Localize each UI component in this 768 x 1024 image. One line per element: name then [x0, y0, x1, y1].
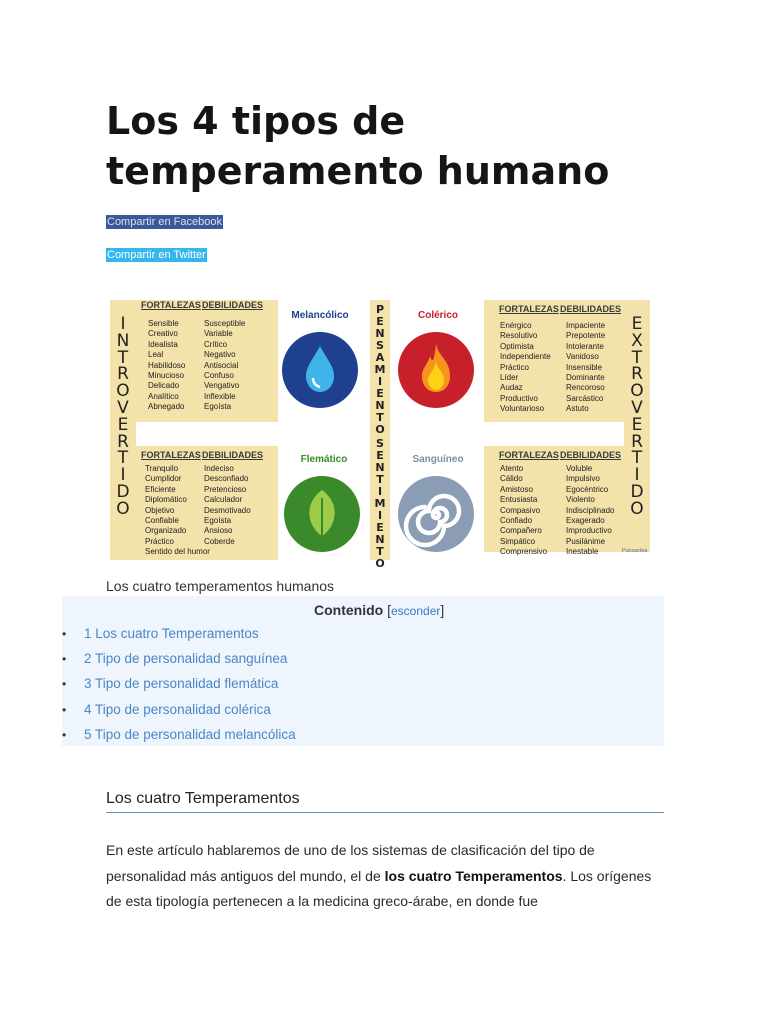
- toc-title: Contenido: [314, 602, 384, 618]
- trait-item: Indeciso: [204, 464, 234, 473]
- introvertido-label: [114, 316, 132, 518]
- pensamiento-label: [370, 304, 390, 436]
- introvertido-letter: N: [116, 330, 130, 351]
- pensamiento-letter: O: [375, 423, 385, 436]
- trait-item: Simpático: [500, 536, 536, 546]
- introvertido-letter: R: [117, 431, 129, 452]
- melancolico-fortalezas-heading: FORTALEZAS: [141, 300, 201, 310]
- spiral-icon: [398, 476, 474, 552]
- trait-item: Violento: [566, 495, 595, 505]
- trait-item: Abnegado: [148, 402, 185, 412]
- trait-item: Analítico: [148, 391, 179, 401]
- flematico-fortalezas-list: [145, 464, 210, 558]
- trait-item: Confiado: [500, 516, 533, 526]
- trait-item: Voluble: [566, 464, 593, 473]
- sentimiento-letter: I: [377, 485, 383, 498]
- trait-item: Sarcástico: [566, 393, 604, 403]
- section-heading: Los cuatro Temperamentos: [106, 790, 664, 813]
- trait-item: Amistoso: [500, 484, 533, 494]
- introvertido-letter: D: [116, 481, 130, 502]
- colerico-fortalezas-heading: FORTALEZAS: [499, 304, 559, 314]
- water-drop-icon: [282, 332, 358, 408]
- trait-item: Compasivo: [500, 505, 541, 515]
- colerico-debilidades-heading: DEBILIDADES: [560, 304, 622, 314]
- extrovertido-letter: T: [631, 448, 643, 469]
- trait-item: Coberde: [204, 536, 235, 546]
- trait-item: Productivo: [500, 393, 538, 403]
- trait-item: Audaz: [500, 383, 523, 393]
- trait-item: Astuto: [566, 404, 589, 414]
- trait-item: Desmotivado: [204, 505, 251, 515]
- toc-item[interactable]: • 4 Tipo de personalidad colérica: [62, 702, 296, 727]
- extrovertido-letter: X: [631, 330, 643, 351]
- introvertido-letter: I: [120, 314, 126, 334]
- sentimiento-letter: T: [376, 473, 384, 486]
- trait-item: Confuso: [204, 371, 234, 381]
- trait-item: Creativo: [148, 329, 178, 339]
- trait-item: Inestable: [566, 547, 599, 557]
- sanguineo-debilidades-list: [566, 464, 614, 558]
- toc-list: [62, 626, 296, 752]
- sentimiento-letter: E: [376, 449, 384, 462]
- sentimiento-label: [370, 438, 390, 570]
- flematico-debilidades-list: [204, 464, 251, 547]
- trait-item: Leal: [148, 350, 164, 360]
- sentimiento-letter: M: [374, 497, 386, 510]
- trait-item: Prepotente: [566, 331, 606, 341]
- share-twitter-link[interactable]: Compartir en Twitter: [107, 249, 206, 261]
- melancolico-debilidades-list: [204, 319, 245, 413]
- trait-item: Rencoroso: [566, 383, 605, 393]
- sentimiento-letter: S: [376, 437, 384, 450]
- trait-item: Tranquilo: [145, 464, 179, 473]
- extrovertido-letter: O: [630, 381, 644, 402]
- sentimiento-letter: E: [376, 521, 384, 534]
- pensamiento-letter: N: [375, 399, 385, 412]
- introvertido-letter: I: [120, 465, 126, 486]
- colerico-debilidades-list: [566, 321, 605, 415]
- pensamiento-letter: E: [376, 315, 384, 328]
- trait-item: Desconfiado: [204, 474, 249, 484]
- trait-item: Práctico: [500, 362, 529, 372]
- trait-item: Pretencioso: [204, 484, 247, 494]
- trait-item: Indisciplinado: [566, 505, 615, 515]
- trait-item: Compañero: [500, 526, 542, 536]
- pensamiento-sentimiento-strip: [370, 300, 390, 570]
- pensamiento-letter: T: [376, 411, 384, 424]
- trait-item: Práctico: [145, 536, 174, 546]
- trait-item: Antisocial: [204, 360, 239, 370]
- trait-item: Dominante: [566, 373, 605, 383]
- trait-item: Habilidoso: [148, 360, 186, 370]
- sentimiento-letter: N: [375, 461, 385, 474]
- trait-item: Egoísta: [204, 516, 232, 526]
- trait-item: Inflexible: [204, 391, 236, 401]
- trait-item: Exagerado: [566, 516, 605, 526]
- trait-item: Negativo: [204, 350, 236, 360]
- trait-item: Independiente: [500, 352, 551, 362]
- trait-item: Calculador: [204, 495, 243, 505]
- extrovertido-letter: V: [631, 397, 643, 418]
- colerico-label: Colérico: [417, 310, 458, 321]
- pensamiento-letter: E: [376, 387, 384, 400]
- sentimiento-letter: I: [377, 509, 383, 522]
- image-caption: Los cuatro temperamentos humanos: [106, 578, 335, 594]
- trait-item: Diplomático: [145, 495, 187, 505]
- trait-item: Optimista: [500, 341, 534, 351]
- table-of-contents: [62, 596, 664, 746]
- trait-item: Pusilánime: [566, 536, 606, 546]
- introvertido-letter: R: [117, 364, 129, 385]
- trait-item: Improductivo: [566, 526, 612, 536]
- trait-item: Líder: [500, 373, 519, 383]
- introvertido-letter: T: [117, 347, 129, 368]
- trait-item: Sensible: [148, 319, 179, 328]
- extrovertido-letter: T: [631, 347, 643, 368]
- toc-item[interactable]: • 2 Tipo de personalidad sanguínea: [62, 651, 296, 676]
- pensamiento-letter: A: [375, 351, 385, 364]
- introvertido-letter: E: [117, 414, 129, 435]
- toc-item[interactable]: • 5 Tipo de personalidad melancólica: [62, 727, 296, 752]
- extrovertido-letter: D: [630, 481, 644, 502]
- pensamiento-letter: N: [375, 327, 385, 340]
- leaf-icon: [284, 476, 360, 552]
- trait-item: Variable: [204, 329, 233, 339]
- trait-item: Ansioso: [204, 526, 233, 536]
- trait-item: Enérgico: [500, 321, 532, 330]
- trait-item: Confiable: [145, 516, 179, 526]
- share-facebook-link[interactable]: Compartir en Facebook: [107, 216, 222, 228]
- extrovertido-letter: E: [631, 414, 643, 435]
- trait-item: Idealista: [148, 339, 178, 349]
- trait-item: Comprensivo: [500, 547, 548, 557]
- trait-item: Eficiente: [145, 484, 176, 494]
- toc-heading: [314, 602, 444, 618]
- sentimiento-letter: T: [376, 545, 384, 558]
- colerico-fortalezas-list: [500, 321, 551, 415]
- trait-item: Impaciente: [566, 321, 606, 330]
- melancolico-label: Melancólico: [291, 310, 349, 321]
- trait-item: Delicado: [148, 381, 180, 391]
- trait-item: Atento: [500, 464, 524, 473]
- trait-item: Egoísta: [204, 402, 232, 412]
- introvertido-letter: V: [117, 397, 129, 418]
- paragraph-text-start: En este artículo hablaremos de uno de los sistemas de clasificación del tipo de personalidad más antiguos del mundo, el de: [106, 842, 595, 884]
- trait-item: Susceptible: [204, 319, 246, 328]
- sanguineo-debilidades-heading: DEBILIDADES: [560, 450, 622, 460]
- trait-item: Entusiasta: [500, 495, 538, 505]
- pensamiento-letter: I: [377, 375, 383, 388]
- trait-item: Voluntarioso: [500, 404, 545, 414]
- extrovertido-letter: I: [634, 465, 640, 486]
- trait-item: Objetivo: [145, 505, 175, 515]
- introvertido-letter: O: [116, 381, 130, 402]
- trait-item: Vanidoso: [566, 352, 599, 362]
- melancolico-debilidades-heading: DEBILIDADES: [202, 300, 264, 310]
- introvertido-letter: O: [116, 498, 130, 519]
- toc-item[interactable]: • 3 Tipo de personalidad flemática: [62, 676, 296, 701]
- paragraph-text-end: . Los orígenes de esta tipología pertenecen a la medicina greco-árabe, en donde fue: [106, 867, 652, 909]
- trait-item: Vengativo: [204, 381, 240, 391]
- sentimiento-letter: O: [375, 557, 385, 570]
- extrovertido-letter: R: [631, 364, 643, 385]
- sanguineo-fortalezas-list: [500, 464, 547, 558]
- sanguineo-fortalezas-heading: FORTALEZAS: [499, 450, 559, 460]
- paragraph-bold-text: los cuatro Temperamentos: [384, 867, 563, 884]
- trait-item: Impulsivo: [566, 474, 600, 484]
- trait-item: Minucioso: [148, 371, 185, 381]
- temperament-infographic: [110, 296, 650, 570]
- flematico-debilidades-heading: DEBILIDADES: [202, 450, 264, 460]
- introvertido-letter: T: [117, 448, 129, 469]
- melancolico-fortalezas-list: [148, 319, 185, 413]
- pensamiento-letter: S: [376, 339, 384, 352]
- fire-icon: [398, 332, 474, 408]
- trait-item: Crítico: [204, 339, 228, 349]
- trait-item: Cálido: [500, 474, 523, 484]
- extrovertido-letter: R: [631, 431, 643, 452]
- toc-item[interactable]: • 1 Los cuatro Temperamentos: [62, 626, 296, 651]
- flematico-fortalezas-heading: FORTALEZAS: [141, 450, 201, 460]
- extrovertido-letter: E: [631, 314, 643, 334]
- extrovertido-letter: O: [630, 498, 644, 519]
- sanguineo-label: Sanguíneo: [412, 454, 464, 465]
- trait-item: Intolerante: [566, 341, 604, 351]
- section-paragraph: [106, 838, 666, 915]
- trait-item: Sentido del humor: [145, 547, 210, 557]
- pensamiento-letter: P: [375, 303, 385, 316]
- flematico-label: Flemático: [300, 454, 348, 465]
- trait-item: Insensible: [566, 362, 603, 372]
- trait-item: Organizado: [145, 526, 187, 536]
- psicoactiva-logo: Psicoactiva: [622, 548, 648, 554]
- page-title: Los 4 tipos de temperamento humano: [106, 99, 610, 193]
- extrovertido-label: [628, 316, 646, 518]
- trait-item: Resolutivo: [500, 331, 538, 341]
- toc-hide-toggle[interactable]: esconder: [391, 604, 441, 618]
- sentimiento-letter: N: [375, 533, 385, 546]
- trait-item: Egocéntrico: [566, 484, 609, 494]
- pensamiento-letter: M: [374, 363, 386, 376]
- toc-toggle-wrapper: [esconder]: [387, 602, 445, 618]
- trait-item: Cumplidor: [145, 474, 182, 484]
